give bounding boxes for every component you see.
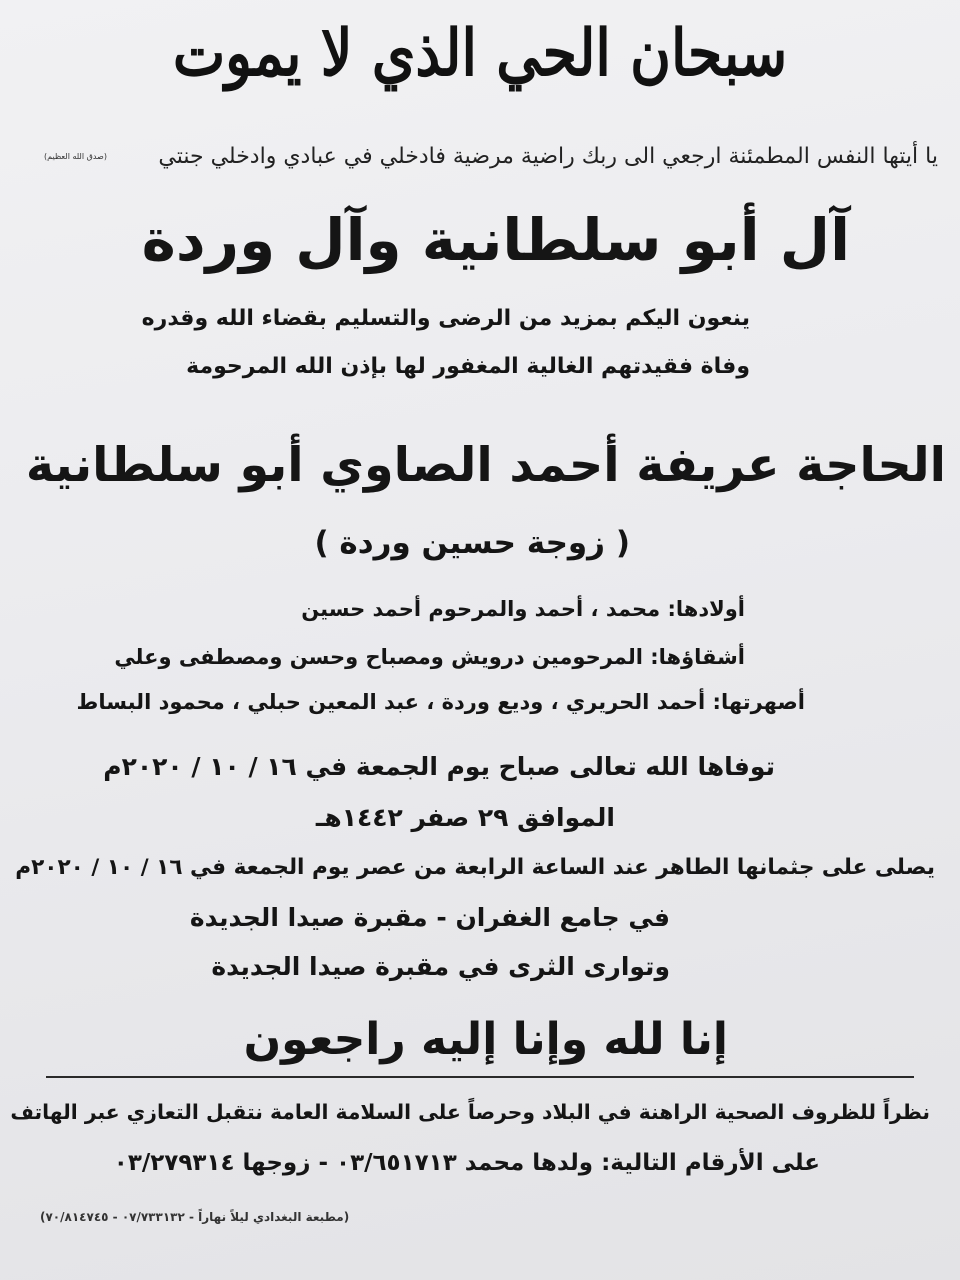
sons-in-law-list: أصهرتها: أحمد الحريري ، وديع وردة ، عبد المعين حبلي ، محمود البساط [76, 690, 805, 714]
condolence-note-2: على الأرقام التالية: ولدها محمد ٠٣/٦٥١٧١٣ - زوجها ٠٣/٢٧٩٣١٤ [113, 1150, 820, 1176]
condolence-note-1: نظراً للظروف الصحية الراهنة في البلاد وحرصاً على السلامة العامة نتقبل التعازي عبر الهاتف [10, 1100, 930, 1124]
death-date: توفاها الله تعالى صباح يوم الجمعة في ١٦ / ١٠ / ٢٠٢٠م [103, 752, 775, 781]
printer-credit: (مطبعة البغدادي ليلاً نهاراً - ٠٧/٧٣٣١٣٢ - ٧٠/٨١٤٧٤٥) [40, 1210, 350, 1224]
closing-verse: إنا لله وإنا إليه راجعون [243, 1014, 728, 1065]
funeral-prayer: يصلى على جثمانها الطاهر عند الساعة الرابعة من عصر يوم الجمعة في ١٦ / ١٠ / ٢٠٢٠م [15, 855, 935, 880]
verse-citation: (صدق الله العظيم) [44, 152, 107, 161]
quran-verse: يا أيتها النفس المطمئنة ارجعي الى ربك راضية مرضية فادخلي في عبادي وادخلي جنتي [158, 144, 938, 169]
funeral-mosque: في جامع الغفران - مقبرة صيدا الجديدة [189, 903, 670, 932]
children-list: أولادها: محمد ، أحمد والمرحوم أحمد حسين [301, 597, 745, 621]
deceased-name: الحاجة عريفة أحمد الصاوي أبو سلطانية [25, 438, 946, 493]
brothers-list: أشقاؤها: المرحومين درويش ومصباح وحسن ومصطفى وعلي [114, 645, 745, 669]
calligraphy-header: سبحان الحي الذي لا يموت [172, 16, 788, 92]
deceased-relation: ( زوجة حسين وردة ) [314, 525, 630, 561]
burial-place: وتوارى الثرى في مقبرة صيدا الجديدة [211, 952, 670, 981]
hijri-date: الموافق ٢٩ صفر ١٤٤٢هـ [315, 803, 615, 832]
announcement-line-2: وفاة فقيدتهم الغالية المغفور لها بإذن الله المرحومة [186, 354, 750, 379]
announcement-line-1: ينعون اليكم بمزيد من الرضى والتسليم بقضاء الله وقدره [141, 306, 750, 331]
divider-line [46, 1076, 914, 1078]
families-title: آل أبو سلطانية وآل وردة [141, 206, 850, 274]
